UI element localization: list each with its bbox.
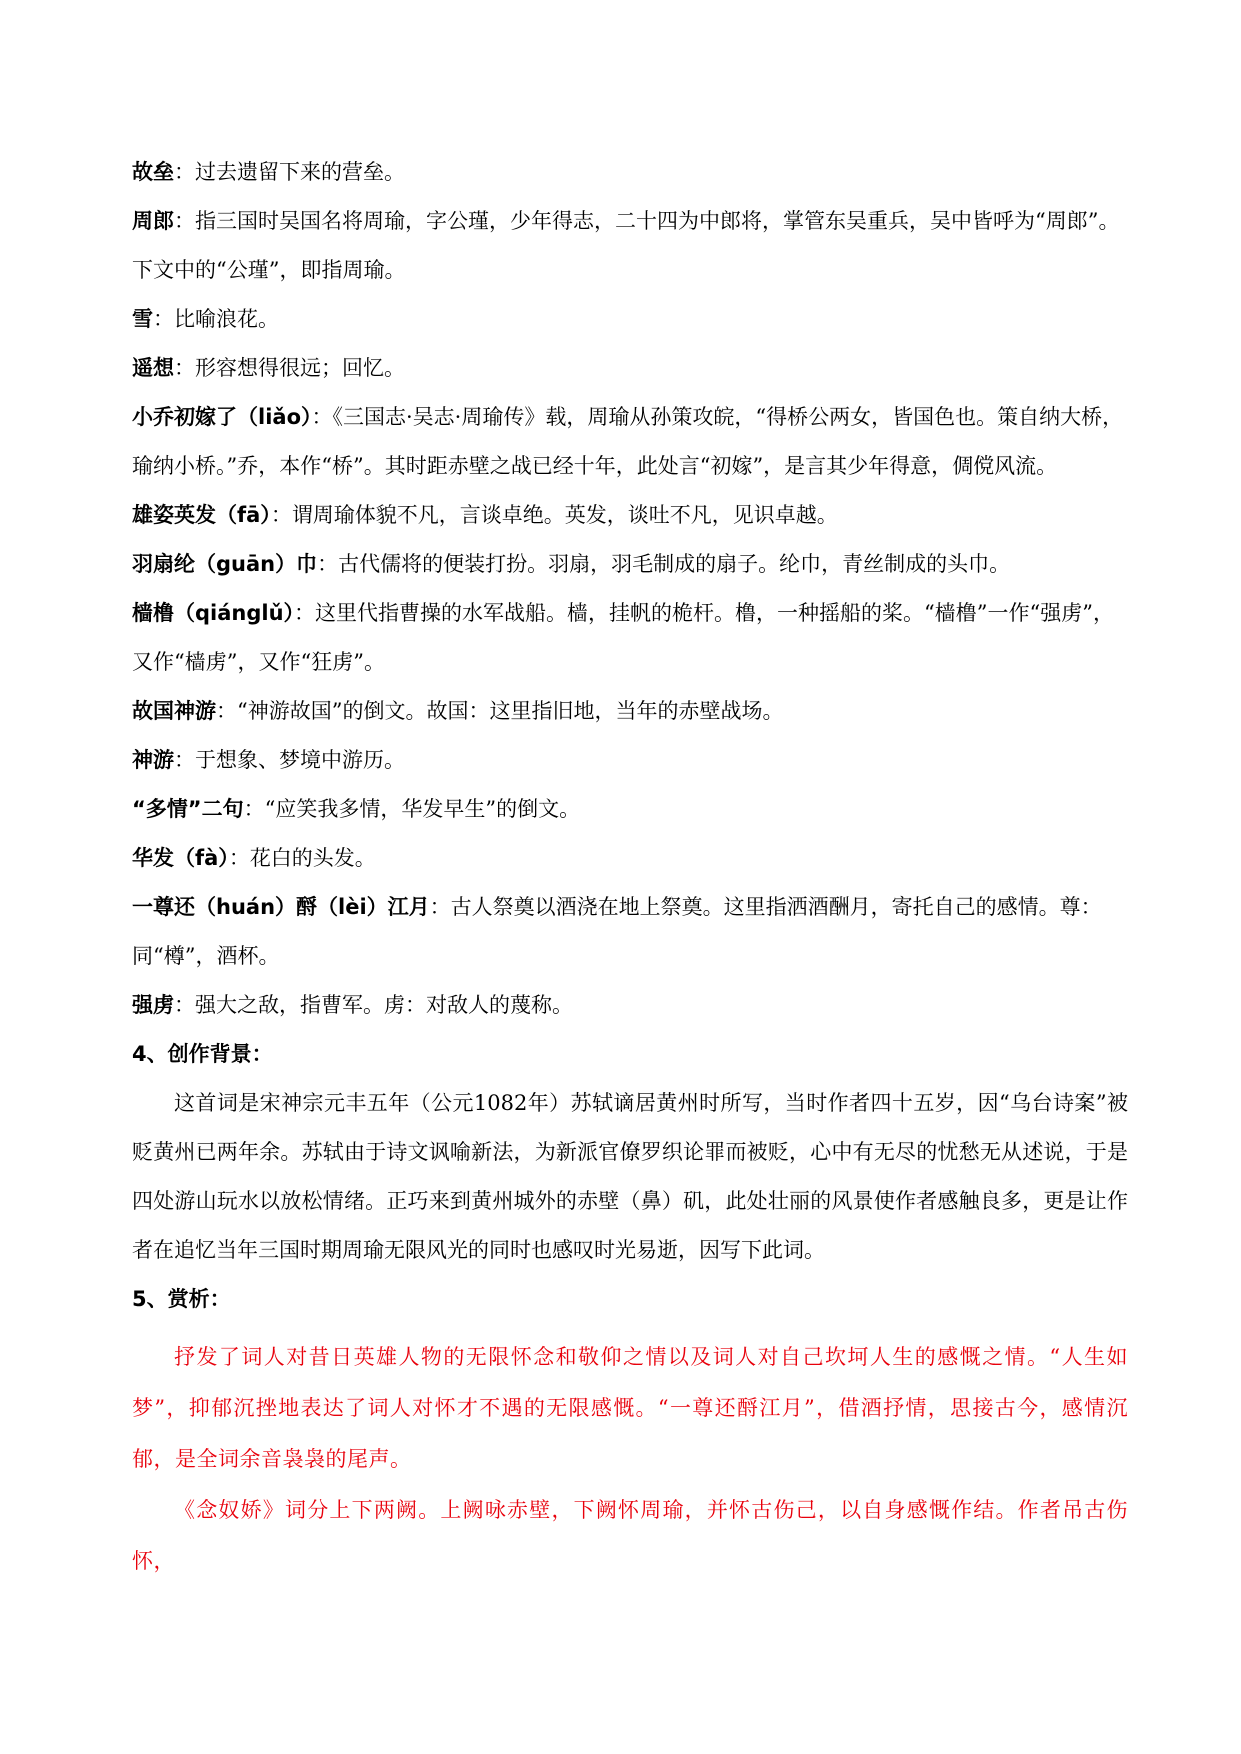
note-entry [132,981,1128,1030]
note-term: 雪 [132,307,153,331]
note-definition: 形容想得很远；回忆。 [195,356,405,380]
note-term: 遥想 [132,356,174,380]
note-term: 强虏 [132,993,174,1017]
note-entry [132,540,1128,589]
note-term: 周郎 [132,209,174,233]
note-definition: 谓周瑜体貌不凡，言谈卓绝。英发，谈吐不凡，见识卓越。 [291,503,838,527]
note-term: 樯橹（qiánglǔ） [132,601,295,625]
note-separator: ： [243,797,265,821]
appreciation-paragraph: 抒发了词人对昔日英雄人物的无限怀念和敬仰之情以及词人对自己坎坷人生的感慨之情。“人生如梦”，抑郁沉挫地表达了词人对怀才不遇的无限感慨。“一尊还酹江月”，借酒抒情，思接古今，感情沉郁，是全词余音袅袅的尾声。 [132,1345,1128,1471]
note-definition: 于想象、梦境中游历。 [195,748,405,772]
note-term: 神游 [132,748,174,772]
note-separator: ： [174,356,195,380]
section-heading-background: 4、创作背景： [132,1042,273,1066]
note-separator: ： [174,993,195,1017]
note-separator: ： [270,503,292,527]
note-term: 故国神游 [132,699,216,723]
note-definition: 古代儒将的便装打扮。羽扇，羽毛制成的扇子。纶巾，青丝制成的头巾。 [338,552,1011,576]
note-separator: ： [317,552,339,576]
note-entry [132,148,1128,197]
note-term: 华发（fà） [132,846,229,870]
note-definition: 《三国志·吴志·周瑜传》载，周瑜从孙策攻皖，“得桥公两女，皆国色也。策自纳大桥，瑜纳小桥。”乔，本作“桥”。其时距赤壁之战已经十年，此处言“初嫁”，是言其少年得意，倜傥风流。 [132,405,1124,478]
note-term: 小乔初嫁了（liǎo） [132,405,312,429]
note-separator: ： [174,748,195,772]
note-definition: 这里代指曹操的水军战船。樯，挂帆的桅杆。橹，一种摇船的桨。“樯橹”一作“强虏”，又作“樯虏”，又作“狂虏”。 [132,601,1114,674]
note-separator: ： [294,601,316,625]
note-term: 羽扇纶（guān）巾 [132,552,318,576]
note-separator: ： [174,160,195,184]
note-definition: “神游故国”的倒文。故国：这里指旧地，当年的赤壁战场。 [237,699,784,723]
note-entry [132,491,1128,540]
note-separator: ： [228,846,250,870]
note-entry [132,687,1128,736]
note-term: 一尊还（huán）酹（lèi）江月 [132,895,430,919]
note-separator: ： [311,405,333,429]
document-content [132,148,1128,1587]
note-definition: 比喻浪花。 [174,307,279,331]
note-entry [132,736,1128,785]
note-entry [132,785,1128,834]
note-separator: ： [153,307,174,331]
note-term: 雄姿英发（fā） [132,503,271,527]
note-entry [132,344,1128,393]
note-definition: 花白的头发。 [249,846,376,870]
appreciation-paragraph: 《念奴娇》词分上下两阙。上阙咏赤壁，下阙怀周瑜，并怀古伤己，以自身感慨作结。作者吊古伤怀， [132,1498,1128,1573]
note-entry [132,589,1128,687]
note-entry [132,883,1128,981]
section-heading-appreciation: 5、赏析： [132,1287,231,1311]
note-separator: ： [216,699,237,723]
note-separator: ： [429,895,451,919]
note-separator: ： [174,209,195,233]
background-paragraph: 这首词是宋神宗元丰五年（公元1082年）苏轼谪居黄州时所写，当时作者四十五岁，因“乌台诗案”被贬黄州已两年余。苏轼由于诗文讽喻新法，为新派官僚罗织论罪而被贬，心中有无尽的忧愁无从述说，于是四处游山玩水以放松情绪。正巧来到黄州城外的赤壁（鼻）矶，此处壮丽的风景使作者感触良多，更是让作者在追忆当年三国时期周瑜无限风光的同时也感叹时光易逝，因写下此词。 [132,1091,1128,1262]
note-entry [132,393,1128,491]
note-definition: 强大之敌，指曹军。虏：对敌人的蔑称。 [195,993,573,1017]
note-entry [132,197,1128,295]
note-definition: “应笑我多情，华发早生”的倒文。 [264,797,581,821]
note-term: “多情”二句 [132,797,244,821]
note-entry [132,834,1128,883]
note-entry [132,295,1128,344]
note-definition: 指三国时吴国名将周瑜，字公瑾，少年得志，二十四为中郎将，掌管东吴重兵，吴中皆呼为“周郎”。下文中的“公瑾”，即指周瑜。 [132,209,1120,282]
note-definition: 古人祭奠以酒浇在地上祭奠。这里指洒酒酬月，寄托自己的感情。尊：同“樽”，酒杯。 [132,895,1102,968]
note-definition: 过去遗留下来的营垒。 [195,160,405,184]
note-term: 故垒 [132,160,174,184]
